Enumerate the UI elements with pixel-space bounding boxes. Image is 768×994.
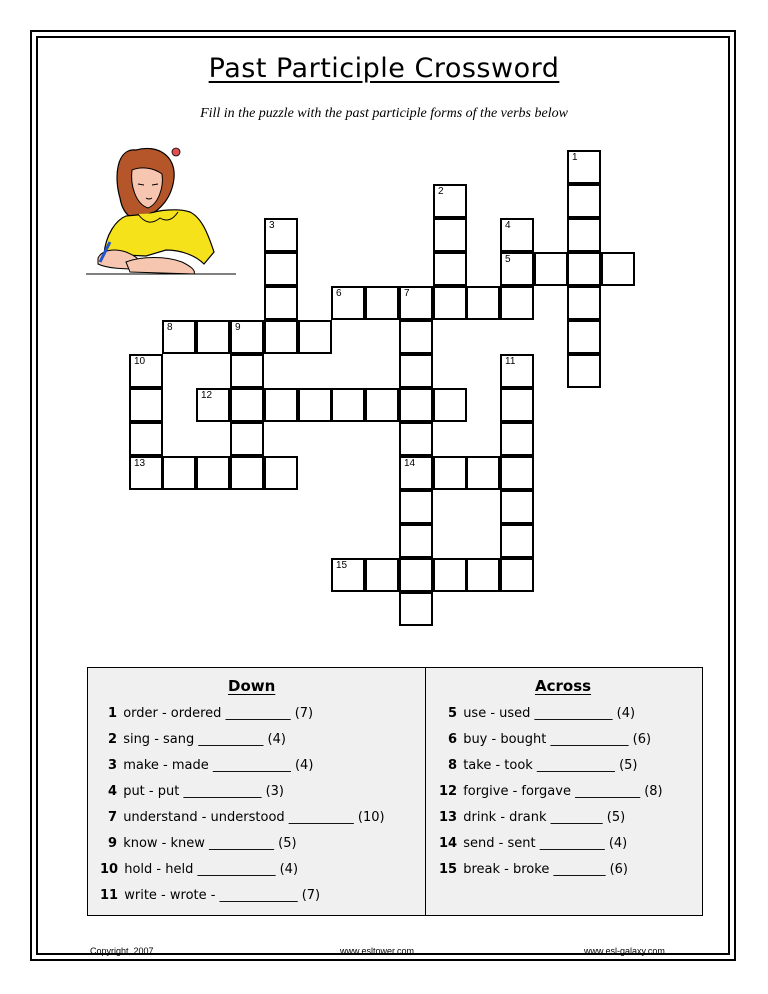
crossword-cell[interactable] <box>399 422 433 456</box>
down-clue: 9 know - knew __________ (5) <box>108 836 297 851</box>
crossword-cell[interactable] <box>230 354 264 388</box>
footer-copyright: Copyright, 2007 <box>90 946 154 956</box>
crossword-cell[interactable] <box>399 320 433 354</box>
crossword-cell[interactable] <box>196 388 230 422</box>
clue-number: 4 <box>505 220 511 231</box>
footer-site-eslgalaxy[interactable]: www.esl-galaxy.com <box>584 946 665 956</box>
crossword-cell[interactable] <box>500 524 534 558</box>
crossword-cell[interactable] <box>399 558 433 592</box>
crossword-cell[interactable] <box>567 218 601 252</box>
crossword-cell[interactable] <box>264 252 298 286</box>
crossword-cell[interactable] <box>466 558 500 592</box>
crossword-cell[interactable] <box>331 558 365 592</box>
crossword-cell[interactable] <box>129 422 163 456</box>
across-clue: 6 buy - bought ____________ (6) <box>448 732 652 747</box>
crossword-cell[interactable] <box>399 286 433 320</box>
crossword-cell[interactable] <box>264 388 298 422</box>
crossword-cell[interactable] <box>433 456 467 490</box>
across-heading: Across <box>535 677 592 695</box>
across-clue: 12 forgive - forgave __________ (8) <box>439 784 663 799</box>
crossword-cell[interactable] <box>433 558 467 592</box>
crossword-cell[interactable] <box>399 456 433 490</box>
clue-number: 3 <box>269 220 275 231</box>
clue-number: 7 <box>404 288 410 299</box>
clue-number: 15 <box>336 560 348 571</box>
crossword-cell[interactable] <box>500 456 534 490</box>
crossword-cell[interactable] <box>601 252 635 286</box>
across-clue: 13 drink - drank ________ (5) <box>439 810 626 825</box>
crossword-cell[interactable] <box>500 286 534 320</box>
clue-number: 9 <box>235 322 241 333</box>
crossword-cell[interactable] <box>230 422 264 456</box>
down-heading: Down <box>228 677 276 695</box>
clue-number: 14 <box>404 458 416 469</box>
clue-number: 6 <box>336 288 342 299</box>
crossword-cell[interactable] <box>365 388 399 422</box>
crossword-cell[interactable] <box>567 354 601 388</box>
crossword-cell[interactable] <box>500 490 534 524</box>
crossword-cell[interactable] <box>399 354 433 388</box>
across-clue: 8 take - took ____________ (5) <box>448 758 638 773</box>
crossword-cell[interactable] <box>331 388 365 422</box>
down-clue: 4 put - put ____________ (3) <box>108 784 284 799</box>
crossword-cell[interactable] <box>196 320 230 354</box>
crossword-cell[interactable] <box>399 388 433 422</box>
crossword-cell[interactable] <box>466 286 500 320</box>
page-title: Past Participle Crossword <box>208 53 560 84</box>
crossword-cell[interactable] <box>264 320 298 354</box>
down-clue: 2 sing - sang __________ (4) <box>108 732 286 747</box>
down-clue: 3 make - made ____________ (4) <box>108 758 314 773</box>
crossword-cell[interactable] <box>298 320 332 354</box>
clue-number: 8 <box>167 322 173 333</box>
crossword-cell[interactable] <box>534 252 568 286</box>
down-clue: 7 understand - understood __________ (10) <box>108 810 385 825</box>
across-clue: 5 use - used ____________ (4) <box>448 706 636 721</box>
crossword-cell[interactable] <box>500 422 534 456</box>
crossword-cell[interactable] <box>264 286 298 320</box>
crossword-cell[interactable] <box>433 388 467 422</box>
crossword-cell[interactable] <box>433 184 467 218</box>
crossword-cell[interactable] <box>399 524 433 558</box>
clue-number: 1 <box>572 152 578 163</box>
clue-number: 10 <box>134 356 146 367</box>
footer-site-esltower[interactable]: www.esltower.com <box>340 946 415 956</box>
crossword-cell[interactable] <box>433 252 467 286</box>
clue-number: 2 <box>438 186 444 197</box>
page-subtitle: Fill in the puzzle with the past participle forms of the verbs below <box>200 106 568 121</box>
crossword-cell[interactable] <box>567 286 601 320</box>
crossword-cell[interactable] <box>399 592 433 626</box>
crossword-cell[interactable] <box>129 354 163 388</box>
clue-number: 13 <box>134 458 146 469</box>
crossword-cell[interactable] <box>567 184 601 218</box>
clue-number: 11 <box>505 356 516 367</box>
crossword-cell[interactable] <box>466 456 500 490</box>
crossword-cell[interactable] <box>365 558 399 592</box>
crossword-cell[interactable] <box>331 286 365 320</box>
crossword-cell[interactable] <box>500 558 534 592</box>
crossword-cell[interactable] <box>298 388 332 422</box>
crossword-cell[interactable] <box>567 252 601 286</box>
crossword-cell[interactable] <box>433 286 467 320</box>
crossword-cell[interactable] <box>230 456 264 490</box>
clues-divider <box>425 668 426 915</box>
crossword-cell[interactable] <box>433 218 467 252</box>
crossword-cell[interactable] <box>264 456 298 490</box>
crossword-cell[interactable] <box>264 218 298 252</box>
crossword-cell[interactable] <box>230 388 264 422</box>
crossword-cell[interactable] <box>500 218 534 252</box>
down-clue: 10 hold - held ____________ (4) <box>100 862 299 877</box>
crossword-cell[interactable] <box>230 320 264 354</box>
crossword-cell[interactable] <box>162 320 196 354</box>
clue-number: 5 <box>505 254 511 265</box>
crossword-cell[interactable] <box>196 456 230 490</box>
crossword-cell[interactable] <box>567 320 601 354</box>
across-clue: 15 break - broke ________ (6) <box>439 862 629 877</box>
crossword-cell[interactable] <box>129 456 163 490</box>
across-clue: 14 send - sent __________ (4) <box>439 836 628 851</box>
crossword-cell[interactable] <box>500 388 534 422</box>
crossword-cell[interactable] <box>500 354 534 388</box>
crossword-cell[interactable] <box>500 252 534 286</box>
clues-box <box>87 667 703 916</box>
girl-writing-illustration <box>86 138 236 278</box>
crossword-cell[interactable] <box>567 150 601 184</box>
crossword-cell[interactable] <box>162 456 196 490</box>
down-clue: 11 write - wrote - ____________ (7) <box>100 888 321 903</box>
clue-number: 12 <box>201 390 213 401</box>
crossword-cell[interactable] <box>365 286 399 320</box>
crossword-cell[interactable] <box>399 490 433 524</box>
down-clue: 1 order - ordered __________ (7) <box>108 706 314 721</box>
crossword-cell[interactable] <box>129 388 163 422</box>
